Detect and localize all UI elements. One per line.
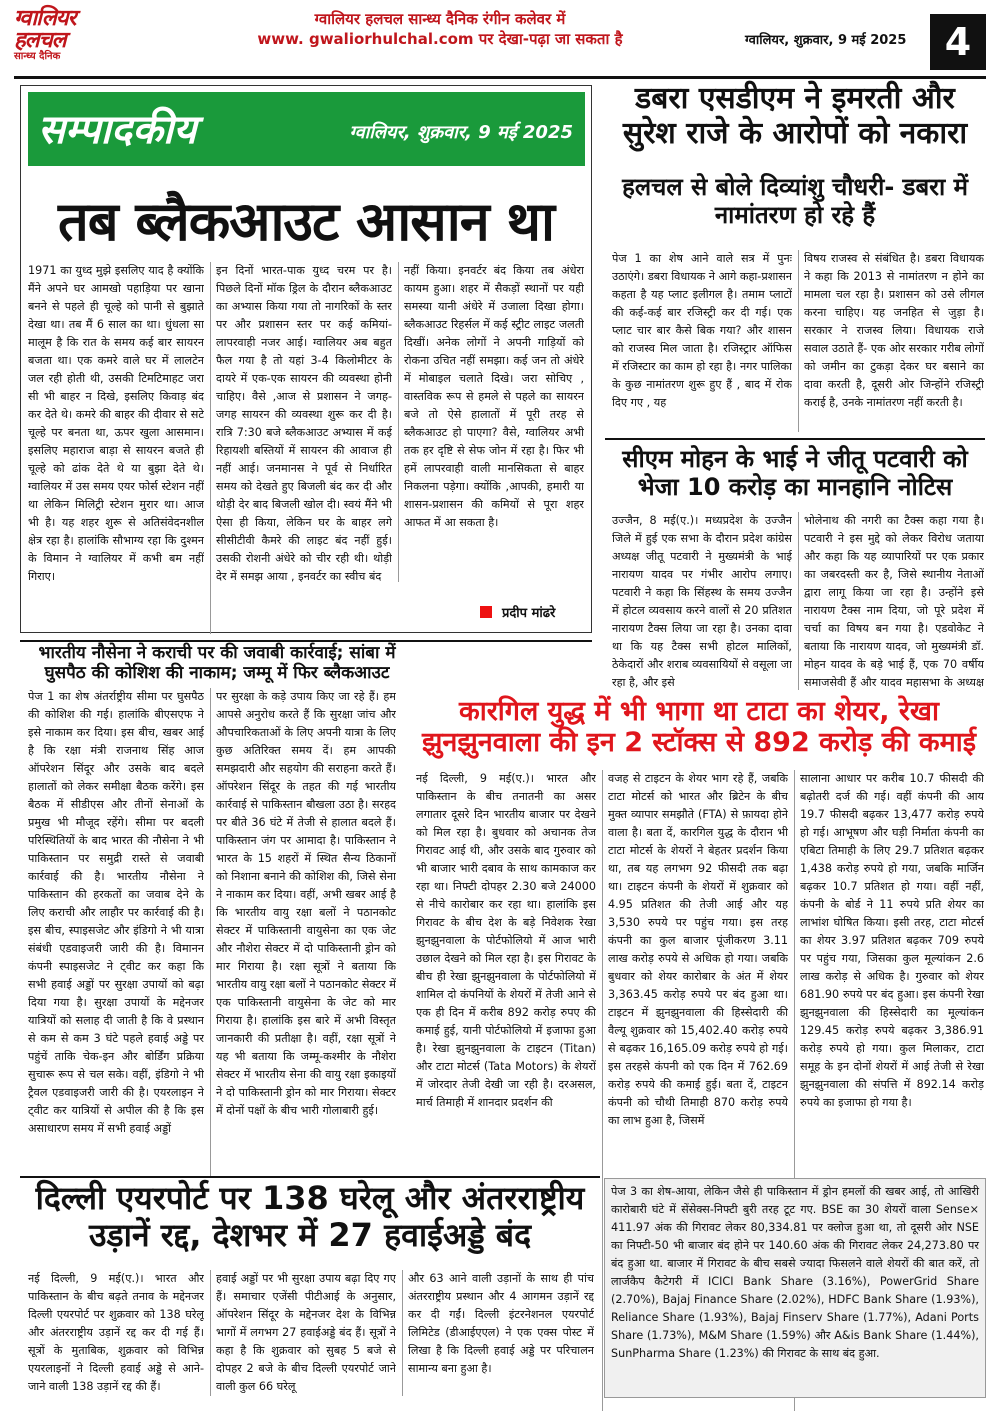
navy-column-2: पर सुरक्षा के कड़े उपाय किए जा रहे हैं। हम आपसे अनुरोध करते हैं कि सुरक्षा जांच और औपचारिकताओं के लिए अपनी यात्रा के लिए कुछ अतिरिक्त समय दें। हम आपकी समझदारी और सहयोग की सराहना करते हैं। ऑपरेशन सिंदूर के तहत की गई भारतीय कार्रवाई से पाकिस्तान बौखला उठा है। सरहद पर बीते 36 घंटे में तेजी से हालात बदले हैं। पाकिस्तान जंग पर आमादा है। पाकिस्तान ने भारत के 15 शहरों में स्थित सैन्य ठिकानों को निशाना बनाने की कोशिश की, जिसे सेना ने नाकाम कर दिया। वहीं, अभी खबर आई है कि भारतीय वायु रक्षा बलों ने पठानकोट सेक्टर में पाकिस्तानी वायुसेना का एक जेट और नौशेरा सेक्टर में दो पाकिस्तानी ड्रोन को मार गिराया है। रक्षा सूत्रों ने बताया कि भारतीय वायु रक्षा बलों ने पठानकोट सेक्टर में एक पाकिस्तानी वायुसेना के जेट को मार गिराया है। हालांकि इस बारे में अभी विस्तृत जानकारी की प्रतीक्षा है। वहीं, रक्षा सूत्रों ने यह भी बताया कि जम्मू-कश्मीर के नौशेरा सेक्टर में भारतीय सेना की वायु रक्षा इकाइयों ने दो पाकिस्तानी ड्रोन को मार गिराया। सेक्टर में दोनों पक्षों के बीच भारी गोलाबारी हुई।	[216, 690, 396, 1117]
editorial-headline: तब ब्लैकआउट आसान था	[58, 190, 554, 253]
banner-line-1: ग्वालियर हलचल सान्ध्य दैनिक रंगीन कलेवर में	[314, 10, 566, 28]
mohan-headline: सीएम मोहन के भाई ने जीतू पटवारी को भेजा 10 करोड़ का मानहानि नोटिस	[622, 445, 968, 501]
column-divider	[210, 262, 211, 634]
editorial-header-band	[28, 92, 585, 166]
column-divider	[798, 250, 799, 432]
airport-column-3: और 63 आने वाली उड़ानों के साथ ही पांच अंतरराष्ट्रीय प्रस्थान और 4 आगमन उड़ानें रद्द कर दी गईं। दिल्ली इंटरनेशनल एयरपोर्ट लिमिटेड (डीआईएएल) ने एक एक्स पोस्ट में लिखा है कि दिल्ली हवाई अड्डे पर परिचालन सामान्य बना हुआ है।	[408, 1272, 594, 1375]
newspaper-logo	[14, 8, 124, 62]
market-update-box: पेज 3 का शेष-आया, लेकिन जैसे ही पाकिस्तान में ड्रोन हमलों की खबर आई, तो आखिरी कारोबारी घंटे में सेंसेक्स-निफ्टी बुरी तरह टूट गए. BSE का 30 शेयरों वाला Sense× 411.97 अंक की गिरावट लेकर 80,334.81 पर क्लोज हुआ था, तो दूसरी ओर NSE का निफ्टी-50 भी बाजार बंद होने पर 140.60 अंक की गिरावट लेकर 24,273.80 पर बंद हुआ था. बाजार में गिरावट के बीच सबसे ज्यादा फिसलने वाले शेयरों की बात करें, तो लार्जकैप कैटेगरी में ICICI Bank Share (3.16%), PowerGrid Share (2.70%), Bajaj Finance Share (2.02%), HDFC Bank Share (1.93%), Reliance Share (1.93%), Bajaj Finserv Share (1.77%), Adani Ports Share (1.73%), M&M Share (1.59%) और A&is Bank Share (1.44%), SunPharma Share (1.23%) की गिरावट के साथ बंद हुआ.	[604, 1178, 986, 1398]
editorial-column-2: इन दिनों भारत-पाक युध्द चरम पर है। पिछले दिनों मॉक ड्रिल के दौरान ब्लैकआउट का अभ्यास किया गया तो नागरिकों के स्तर पर और प्रशासन स्तर पर कई कमियां-लापरवाही नजर आई। ग्वालियर अब बहुत फैल गया है तो यहां 3-4 किलोमीटर के दायरे में एक-एक सायरन की व्यवस्था होनी चाहिए। वैसे ,आज से प्रशासन ने जगह-जगह सायरन की व्यवस्था शुरू कर दी है। रात्रि 7:30 बजे ब्लैकआउट अभ्यास में कई रिहायशी बस्तियों में सायरन की आवाज ही नहीं आई। जनमानस ने पूर्व से निर्धारित समय को देखते हुए बिजली बंद कर दी और थोड़ी देर बाद बिजली खोल दी। स्वयं मैंने भी ऐसा ही किया, लेकिन घर के बाहर लगे सीसीटीवी कैमरे की लाइट बंद नहीं हुई। उसकी रोशनी अंधेरे को चीर रही थी। थोड़ी देर में समझ आया , इनवर्टर का स्वीच बंद	[216, 264, 392, 583]
editorial-column-1: 1971 का युध्द मुझे इसलिए याद है क्योंकि मैंने अपने घर आमखो पहाड़िया पर खाना बनने से पहले ही चूल्हे को पानी से बुझाते देखा था। तब मैं 6 साल का था। धुंधला सा मालूम है कि रात के समय कई बार सायरन बजता था। एक कमरे वाले घर में लालटेन जल रही होती थी, उसकी टिमटिमाहट जरा सी भी बाहर न दिखे, इसलिए किवाड़ बंद कर देते थे। कमरे की बाहर की दीवार से सटे चूल्हे पर बनता था, ऊपर खुला आसमान। इसलिए महाराज बाड़ा से सायरन बजते ही चूल्हे को ढांक देते थे या बुझा देते थे। ग्वालियर में उस समय एयर फोर्स स्टेशन नहीं था लेकिन मिलिट्री स्टेशन मुरार था। आज भी है। यह शहर शुरू से अतिसंवेदनशील क्षेत्र रहा है। हालांकि सौभाग्य रहा कि दुश्मन के विमान ने ग्वालियर में कभी बम नहीं गिराए।	[28, 264, 204, 583]
author-marker-icon	[480, 606, 492, 618]
column-divider	[602, 770, 603, 1411]
dabra-column-2: विषय राजस्व से संबंधित है। डबरा विधायक ने कहा कि 2013 से नामांतरण न होने का मामला चल रहा है। प्रशासन को उसे लीगल करना चाहिए। यह जनहित से जुड़ा है। सरकार ने राजस्व लिया। विधायक राजे सवाल उठाते हैं- एक ओर सरकार गरीब लोगों को जमीन का टुकड़ा देकर घर बसाने का दावा करती है, दूसरी ओर जिन्होंने रजिस्ट्री कराई है, उनके नामांतरण नहीं करती है।	[804, 252, 984, 409]
masthead-banner	[180, 10, 700, 49]
editorial-date: ग्वालियर, शुक्रवार, 9 मई 2025	[349, 122, 573, 143]
masthead-divider	[14, 76, 986, 79]
logo-line-1: ग्वालियर	[14, 6, 76, 31]
logo-subtitle: सान्ध्य दैनिक	[14, 51, 61, 62]
story-divider	[20, 640, 592, 642]
editorial-section-title: सम्पादकीय	[38, 107, 197, 153]
navy-headline: भारतीय नौसेना ने कराची पर की जवाबी कार्रवाई; सांबा में घुसपैठ की कोशिश की नाकाम; जम्मू में फिर ब्लैकआउट	[38, 643, 396, 683]
editorial-column-3: नहीं किया। इनवर्टर बंद किया तब अंधेरा कायम हुआ। शहर में सैकड़ों स्थानों पर यही समस्या यानी अंधेरे में उजाला दिखा होगा। ब्लैकआउट रिहर्सल में कई स्ट्रीट लाइट जलती दिखीं। अनेक लोगों ने अपनी गाड़ियों को रोकना उचित नहीं समझा। कई जन तो अंधेरे में मोबाइल चलाते दिखे। जरा सोचिए , वास्तविक रूप से हमले से पहले का सायरन बजे तो ऐसे हालातों में पूरी तरह से ब्लैकआउट हो पाएगा? वैसे, ग्वालियर अभी तक हर दृष्टि से सेफ जोन में रहा है। फिर भी हमें लापरवाही वाली मानसिकता से बाहर निकलना पड़ेगा। क्योंकि ,आपकी, हमारी या शासन-प्रशासन की कमियों से पूरा शहर आफत में आ सकता है।	[404, 264, 584, 529]
dabra-column-1: पेज 1 का शेष आने वाले सत्र में पुनः उठाएंगे। डबरा विधायक ने आगे कहा-प्रशासन कहता है यह प्लाट इलीगल है। तमाम प्लाटों की कई-कई बार रजिस्ट्री कर दी गई। एक प्लाट चार बार कैसे बिक गया? और शासन को राजस्व मिल जाता है। रजिस्ट्रार ऑफिस में रजिस्टार का काम हो रहा है। नगर पालिका के कुछ नामांतरण शुरू हुए हैं , बाद में रोक दिए गए , यह	[612, 252, 792, 409]
page-number: 4	[930, 14, 986, 70]
airport-column-1: नई दिल्ली, 9 मई(ए.)। भारत और पाकिस्तान के बीच बढ़ते तनाव के मद्देनजर दिल्ली एयरपोर्ट पर शुक्रवार को 138 घरेलू और अंतरराष्ट्रीय उड़ानें रद्द कर दी गई हैं। सूत्रों के मुताबिक, शुक्रवार को विभिन्न एयरलाइनों ने दिल्ली हवाई अड्डे से आने-जाने वाली 138 उड़ानें रद्द की हैं।	[28, 1272, 204, 1393]
tata-column-3: सालाना आधार पर करीब 10.7 फीसदी की बढ़ोतरी दर्ज की गई। वहीं कंपनी की आय 19.7 फीसदी बढ़कर 13,477 करोड़ रुपये हो गई। आभूषण और घड़ी निर्माता कंपनी का एबिटा तिमाही के लिए 29.7 प्रतिशत बढ़कर 1,438 करोड़ रुपये हो गया, जबकि मार्जिन बढ़कर 10.7 प्रतिशत हो गया। वहीं नहीं, कंपनी के बोर्ड ने 11 रुपये प्रति शेयर का लाभांश घोषित किया। इसी तरह, टाटा मोटर्स का शेयर 3.97 प्रतिशत बढ़कर 709 रुपये पर पहुंच गया, जिसका कुल मूल्यांकन 2.6 लाख करोड़ से अधिक है। गुरुवार को शेयर 681.90 रुपये पर बंद हुआ। इस कंपनी रेखा झुनझुनवाला की हिस्सेदारी का मूल्यांकन 129.45 करोड़ रुपये बढ़कर 3,386.91 करोड़ रुपये हो गया। कुल मिलाकर, टाटा समूह के इन दोनों शेयरों में आई तेजी से रेखा झुनझुनवाला की संपत्ति में 892.14 करोड़ रुपये का इजाफा हो गया है।	[800, 772, 984, 1109]
mohan-column-2: भोलेनाथ की नगरी का टैक्स कहा गया है। पटवारी ने इस मुद्दे को लेकर विरोध जताया और कहा कि यह व्यापारियों पर एक प्रकार का जबरदस्ती कर है, जिसे स्थानीय नेताओं द्वारा लागू किया जा रहा है। उन्होंने इसे नारायण टैक्स नाम दिया, जो पूरे प्रदेश में चर्चा का विषय बन गया है। एडवोकेट ने बताया कि नारायण यादव, जो मुख्यमंत्री डॉ. मोहन यादव के बड़े भाई हैं, एक 70 वर्षीय समाजसेवी हैं और यादव महासभा के अध्यक्ष	[804, 514, 984, 689]
story-divider	[20, 1176, 600, 1178]
dabra-subheadline: हलचल से बोले दिव्यांशु चौधरी- डबरा में नामांतरण हो रहे हैं	[622, 173, 968, 229]
column-divider	[398, 262, 399, 582]
editorial-author	[480, 603, 555, 621]
tata-headline: कारगिल युद्ध में भी भागा था टाटा का शेयर, रेखा झुनझुनवाला की इन 2 स्टॉक्स से 892 करोड़ की कमाई	[421, 696, 977, 759]
airport-column-2: हवाई अड्डों पर भी सुरक्षा उपाय बढ़ा दिए गए हैं। समाचार एजेंसी पीटीआई के अनुसार, ऑपरेशन सिंदूर के मद्देनजर देश के विभिन्न भागों में लगभग 27 हवाईअड्डे बंद हैं। सूत्रों ने कहा है कि शुक्रवार को सुबह 5 बजे से दोपहर 2 बजे के बीच दिल्ली एयरपोर्ट जाने वाली कुल 66 घरेलू	[216, 1272, 396, 1393]
mohan-column-1: उज्जैन, 8 मई(ए.)। मध्यप्रदेश के उज्जैन जिले में हुई एक सभा के दौरान प्रदेश कांग्रेस अध्यक्ष जीतू पटवारी ने मुख्यमंत्री के भाई नारायण यादव पर गंभीर आरोप लगाए। पटवारी ने कहा कि सिंहस्थ के समय उज्जैन में होटल व्यवसाय करने वालों से 20 प्रतिशत नारायण टैक्स लिया जा रहा है। उनका दावा था कि यह टैक्स सभी होटल मालिकों, ठेकेदारों और शराब व्यवसायियों से वसूला जा रहा है, और इसे	[612, 514, 792, 689]
author-name: प्रदीप मांढरे	[502, 606, 556, 621]
story-divider	[605, 438, 985, 440]
banner-website-line[interactable]: www. gwaliorhulchal.com पर देखा-पढ़ा जा सकता है	[257, 29, 623, 48]
navy-column-1: पेज 1 का शेष अंतर्राष्ट्रीय सीमा पर घुसपैठ की कोशिश की गई। हालांकि बीएसएफ ने इसे नाकाम कर दिया। इस बीच, खबर आई है कि रक्षा मंत्री राजनाथ सिंह आज ऑपरेशन सिंदूर और उसके बाद बदले हालातों को लेकर समीक्षा बैठक करेंगे। इस बैठक में सीडीएस और तीनों सेनाओं के प्रमुख भी मौजूद रहेंगे। सीमा पर बदली परिस्थितियों के बाद भारत की नौसेना ने भी पाकिस्तान पर समुद्री रास्ते से जवाबी कार्रवाई की है। भारतीय नौसेना ने पाकिस्तान की हरकतों का जवाब देने के लिए कराची और लाहौर पर कार्रवाई की है। इस बीच, स्पाइसजेट और इंडिगो ने भी यात्रा संबंधी एडवाइजरी जारी की है। विमानन कंपनी स्पाइसजेट ने ट्वीट कर कहा कि सभी हवाई अड्डों पर सुरक्षा उपायों को बढ़ा दिया गया है। सुरक्षा उपायों के मद्देनजर यात्रियों को सलाह दी जाती है कि वे प्रस्थान से कम से कम 3 घंटे पहले हवाई अड्डे पर पहुंचें ताकि चेक-इन और बोर्डिंग प्रक्रिया सुचारू रूप से चल सके। वहीं, इंडिगो ने भी ट्रैवल एडवाइजरी जारी की है। एयरलाइन ने ट्वीट कर यात्रियों से अपील की है कि इस असाधारण समय में सभी हवाई अड्डों	[28, 690, 204, 1135]
dabra-headline: डबरा एसडीएम ने इमरती और सुरेश राजे के आरोपों को नकारा	[622, 81, 968, 151]
logo-line-2: हलचल	[14, 28, 66, 53]
tata-column-1: नई दिल्ली, 9 मई(ए.)। भारत और पाकिस्तान के बीच तनातनी का असर लगातार दूसरे दिन भारतीय बाजार पर देखने को मिल रहा है। बुधवार को अचानक तेज गिरावट आई थी, और उसके बाद गुरुवार को भी बाजार भारी दबाव के साथ कामकाज कर रहा था। निफ्टी दोपहर 2.30 बजे 24000 से नीचे कारोबार कर रहा था। हालांकि इस गिरावट के बीच देश के बड़े निवेशक रेखा झुनझुनवाला के पोर्टफोलियो में आज भारी उछाल देखने को मिल रहा है। इस गिरावट के बीच ही रेखा झुनझुनवाला के पोर्टफोलियो में शामिल दो कंपनियों के शेयरों में तेजी आने से एक ही दिन में करीब 892 करोड़ रुपए की कमाई हुई, यानी पोर्टफोलियो में इजाफा हुआ है। रेखा झुनझुनवाला के टाइटन (Titan) और टाटा मोटर्स (Tata Motors) के शेयरों में जोरदार तेजी देखी जा रही है। दरअसल, मार्च तिमाही में शानदार प्रदर्शन की	[416, 772, 596, 1109]
tata-column-2: वजह से टाइटन के शेयर भाग रहे हैं, जबकि टाटा मोटर्स को भारत और ब्रिटेन के बीच मुक्त व्यापार समझौते (FTA) से फ़ायदा होने वाला है। बता दें, कारगिल युद्ध के दौरान भी टाटा मोटर्स के शेयरों ने बेहतर प्रदर्शन किया था, तब यह लगभग 92 फीसदी तक बढ़ा था। टाइटन कंपनी के शेयरों में शुक्रवार को 4.95 प्रतिशत की तेजी आई और यह 3,530 रुपये पर पहुंच गया। इस तरह कंपनी का कुल बाजार पूंजीकरण 3.11 लाख करोड़ रुपये से अधिक हो गया। जबकि बुधवार को शेयर कारोबार के अंत में शेयर 3,363.45 करोड़ रुपये पर बंद हुआ था। टाइटन में झुनझुनवाला की हिस्सेदारी की वैल्यू शुक्रवार को 15,402.40 करोड़ रुपये से बढ़कर 16,165.09 करोड़ रुपये हो गई। इस तरहसे कंपनी को एक दिन में 762.69 करोड़ रुपये की कमाई हुई। बता दें, टाइटन कंपनी को चौथी तिमाही 870 करोड़ रुपये का लाभ हुआ है, जिसमें	[608, 772, 788, 1127]
column-divider	[798, 512, 799, 690]
airport-headline: दिल्ली एयरपोर्ट पर 138 घरेलू और अंतरराष्ट्रीय उड़ानें रद्द, देशभर में 27 हवाईअड्डे बंद	[35, 1179, 585, 1254]
masthead-date: ग्वालियर, शुक्रवार, 9 मई 2025	[745, 33, 907, 48]
column-divider	[210, 1270, 211, 1396]
column-divider	[402, 1270, 403, 1396]
